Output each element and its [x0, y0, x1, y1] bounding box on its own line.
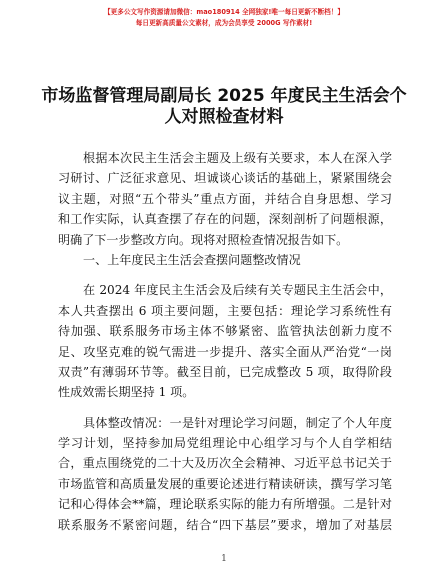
body-line: 性成效需长期坚持 1 项。: [58, 385, 195, 400]
page-number: 1: [221, 554, 227, 564]
document-body: [58, 148, 392, 535]
body-line: 本人共查摆出 6 项主要问题，主要包括：理论学习系统性有: [58, 303, 392, 318]
body-line: 议主题，对照“五个带头”重点方面，并结合自身思想、学习: [58, 191, 392, 206]
body-line: 记和心得体会**篇，理论联系实际的能力有所增强。二是针对: [58, 497, 392, 512]
promo-banner: [0, 7, 448, 29]
body-line: 合，重点围绕党的二十大及历次全会精神、习近平总书记关于: [58, 456, 392, 471]
body-line: 待加强、联系服务市场主体不够紧密、监管执法创新力度不: [58, 324, 392, 339]
body-line: 根据本次民主生活会主题及上级有关要求，本人在深入学: [83, 151, 392, 165]
document-title-line-1: 市场监督管理局副局长 2025 年度民主生活会个: [41, 86, 407, 106]
body-line: 习研讨、广泛征求意见、坦诚谈心谈话的基础上，紧紧围绕会: [58, 171, 392, 186]
body-line: 明确了下一步整改方向。现将对照检查情况报告如下。: [58, 232, 349, 247]
body-line: 具体整改情况：一是针对理论学习问题，制定了个人年度: [83, 415, 392, 430]
document-title-line-2: 人对照检查材料: [164, 107, 284, 127]
body-line: 市场监管和高质量发展的重要论述进行精读研读，撰写学习笔: [58, 476, 392, 491]
body-line: 双责”有薄弱环节等。截至目前，已完成整改 5 项，取得阶段: [58, 364, 392, 379]
document-title: [0, 86, 448, 128]
body-line: 足、攻坚克难的锐气需进一步提升、落实全面从严治党“一岗: [58, 344, 392, 359]
body-line: 联系服务不紧密问题，结合“四下基层”要求，增加了对基层: [58, 517, 392, 532]
section-heading: 一、上年度民主生活会查摆问题整改情况: [83, 252, 301, 267]
promo-banner-line-2: 每日更新高质量公文素材，成为会员享受 2000G 写作素材!: [135, 19, 313, 27]
promo-banner-line-1: 【更多公文写作资源请加微信：mao180914 全网独家!唯一每日更新不断档！】: [104, 8, 344, 16]
body-line: 和工作实际，认真查摆了存在的问题，深刻剖析了问题根源，: [58, 212, 392, 227]
body-line: 在 2024 年度民主生活会及后续有关专题民主生活会中，: [83, 283, 392, 298]
body-line: 学习计划，坚持参加局党组理论中心组学习与个人自学相结: [58, 436, 392, 451]
